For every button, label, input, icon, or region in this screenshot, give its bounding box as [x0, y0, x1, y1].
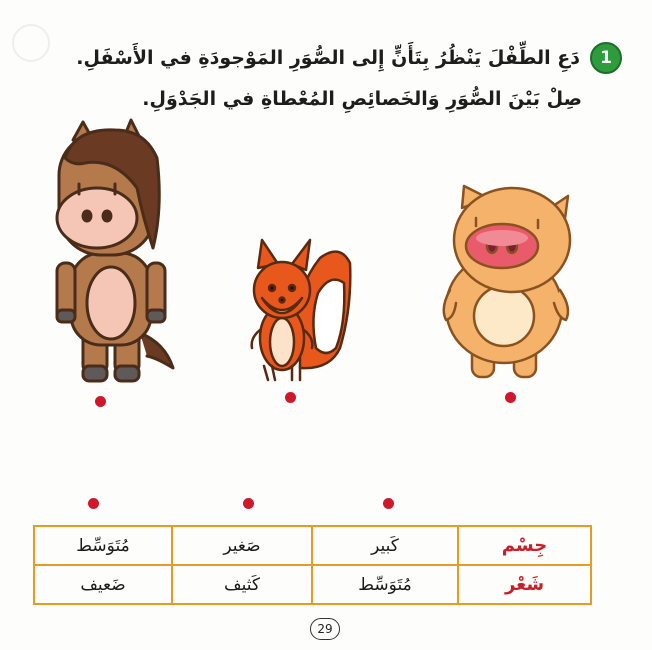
instruction-line-1: [76, 42, 622, 74]
pig-illustration: [440, 178, 585, 383]
connect-dot-column-3[interactable]: [88, 498, 99, 509]
instruction-text-1: دَعِ الطِّفْلَ يَنْظُرُ بِتَأَنٍّ إِلى الصُّوَرِ المَوْجودَةِ في الأَسْفَلِ.: [76, 47, 580, 69]
row-header-hair: شَعْر: [458, 565, 591, 604]
exercise-number-badge: 1: [590, 42, 622, 74]
table-cell: كَثيف: [172, 565, 312, 604]
horse-illustration: [45, 118, 175, 388]
connect-dot-pig[interactable]: [505, 392, 516, 403]
table-cell: كَبير: [312, 526, 458, 565]
connect-dot-squirrel[interactable]: [285, 392, 296, 403]
corner-decoration: [12, 24, 50, 62]
table-cell: ضَعيف: [34, 565, 172, 604]
page-number: 29: [310, 618, 340, 640]
instruction-line-2: صِلْ بَيْنَ الصُّوَرِ وَالخَصائِصِ المُعْطاةِ في الجَدْوَلِ.: [142, 88, 582, 110]
connect-dot-horse[interactable]: [95, 396, 106, 407]
table-row-body: [34, 526, 591, 565]
connect-dot-column-1[interactable]: [383, 498, 394, 509]
table-cell: مُتَوَسِّط: [312, 565, 458, 604]
table-row-hair: [34, 565, 591, 604]
row-header-body: جِسْم: [458, 526, 591, 565]
squirrel-illustration: [240, 238, 355, 383]
connect-dot-column-2[interactable]: [243, 498, 254, 509]
properties-table: [33, 525, 592, 605]
table-cell: صَغير: [172, 526, 312, 565]
table-cell: مُتَوَسِّط: [34, 526, 172, 565]
